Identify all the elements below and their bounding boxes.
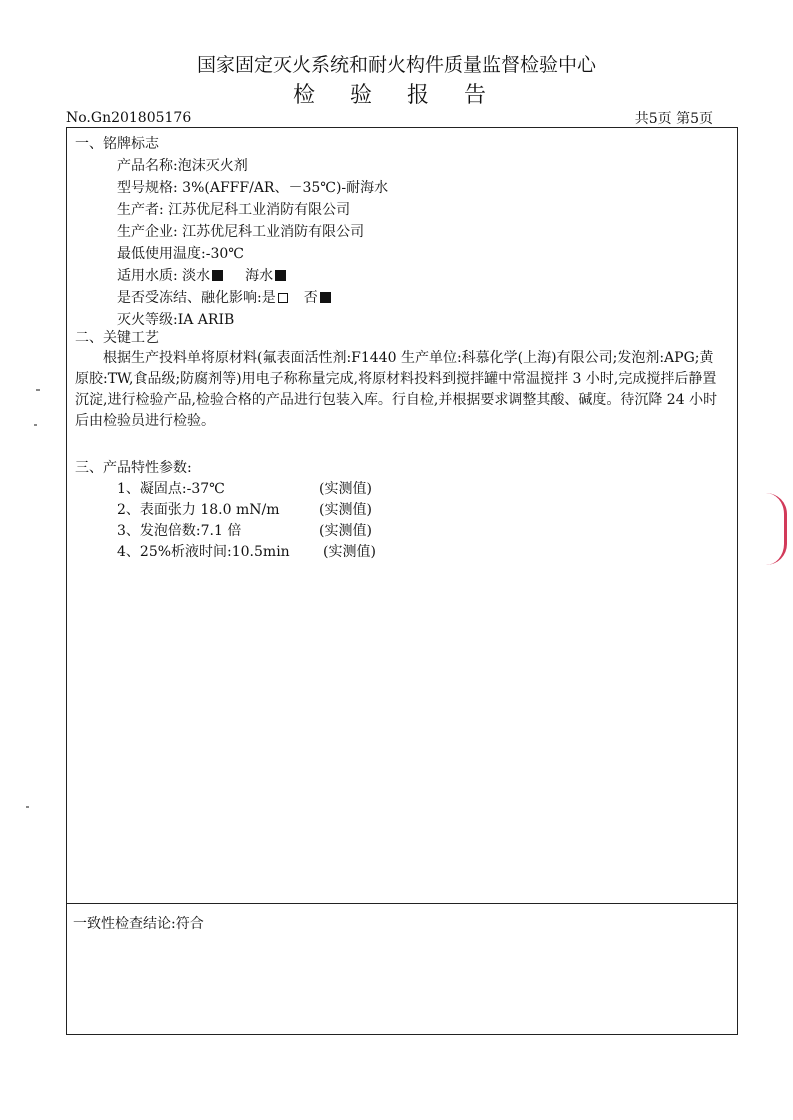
fire-class-value: IA ARIB: [177, 312, 235, 328]
section-3-heading: 三、产品特性参数:: [75, 460, 192, 476]
product-name-value: 泡沫灭火剂: [177, 158, 248, 174]
scan-speck: [36, 389, 40, 391]
report-body-box: [66, 127, 738, 1035]
product-name-row: [117, 156, 248, 176]
fresh-water-label: 淡水: [182, 268, 211, 284]
process-paragraph: 根据生产投料单将原材料(氟表面活性剂:F1440 生产单位:科慕化学(上海)有限公司;发泡剂:APG;黄原胶:TW,食品级;防腐剂等)用电子称称量完成,将原材料投料到搅拌罐中常温搅拌 3 小时,完成搅拌后静置沉淀,进行检验产品,检验合格的产品进行包装入库。行自检,并根据要求调整其酸、碱度。待沉降 24 小时后由检验员进行检验。: [75, 350, 718, 429]
conclusion-divider: [67, 903, 737, 904]
conclusion-label: 一致性检查结论:: [73, 916, 176, 932]
manufacturer-label: 生产企业:: [117, 224, 178, 240]
conclusion-row: [73, 914, 204, 934]
freeze-row: [117, 288, 331, 308]
producer-label: 生产者:: [117, 202, 164, 218]
product-name-label: 产品名称:: [117, 158, 178, 174]
freeze-no-label: 否: [303, 290, 318, 306]
freeze-no-checked-icon: [320, 292, 331, 303]
min-temp-label: 最低使用温度:: [117, 246, 206, 262]
param-label: 1、凝固点:-37℃: [117, 481, 225, 497]
manufacturer-value: 江苏优尼科工业消防有限公司: [182, 224, 365, 240]
org-title: 国家固定灭火系统和耐火构件质量监督检验中心: [196, 54, 596, 76]
min-temp-value: -30℃: [205, 246, 244, 262]
water-quality-row: [117, 266, 286, 286]
sea-water-checked-icon: [275, 270, 286, 281]
producer-row: [117, 200, 350, 220]
param-row: [117, 542, 376, 562]
conclusion-value: 符合: [175, 916, 204, 932]
param-label: 2、表面张力 18.0 mN/m: [117, 502, 280, 518]
min-temp-row: [117, 244, 244, 264]
fresh-water-checked-icon: [212, 270, 223, 281]
producer-value: 江苏优尼科工业消防有限公司: [168, 202, 351, 218]
report-title: 检 验 报 告: [293, 83, 500, 108]
fire-class-label: 灭火等级:: [117, 312, 178, 328]
fire-class-row: [117, 310, 234, 330]
freeze-label: 是否受冻结、融化影响:: [117, 290, 262, 306]
model-row: [117, 178, 388, 198]
sea-water-label: 海水: [245, 268, 274, 284]
param-note: (实测值): [319, 523, 372, 539]
freeze-yes-empty-box-icon: [278, 293, 288, 303]
param-label: 4、25%析液时间:10.5min: [117, 544, 290, 560]
freeze-yes-label: 是: [261, 290, 276, 306]
manufacturer-row: [117, 222, 364, 242]
model-label: 型号规格:: [117, 180, 178, 196]
param-row: [117, 500, 372, 520]
water-quality-label: 适用水质:: [117, 268, 178, 284]
param-note: (实测值): [319, 502, 372, 518]
report-number: No.Gn201805176: [66, 110, 192, 126]
section-2-heading: 二、关键工艺: [75, 330, 159, 346]
section-1-heading: 一、铭牌标志: [75, 136, 159, 152]
scan-speck: [26, 806, 29, 808]
page-count: 共5页 第5页: [634, 111, 713, 127]
param-note: (实测值): [319, 481, 372, 497]
scan-speck: [34, 424, 37, 426]
model-value: 3%(AFFF/AR、－35℃)-耐海水: [182, 180, 389, 196]
param-row: [117, 479, 372, 499]
stamp-edge-mark: [766, 493, 787, 565]
param-row: [117, 521, 372, 541]
param-label: 3、发泡倍数:7.1 倍: [117, 523, 242, 539]
param-note: (实测值): [323, 544, 376, 560]
